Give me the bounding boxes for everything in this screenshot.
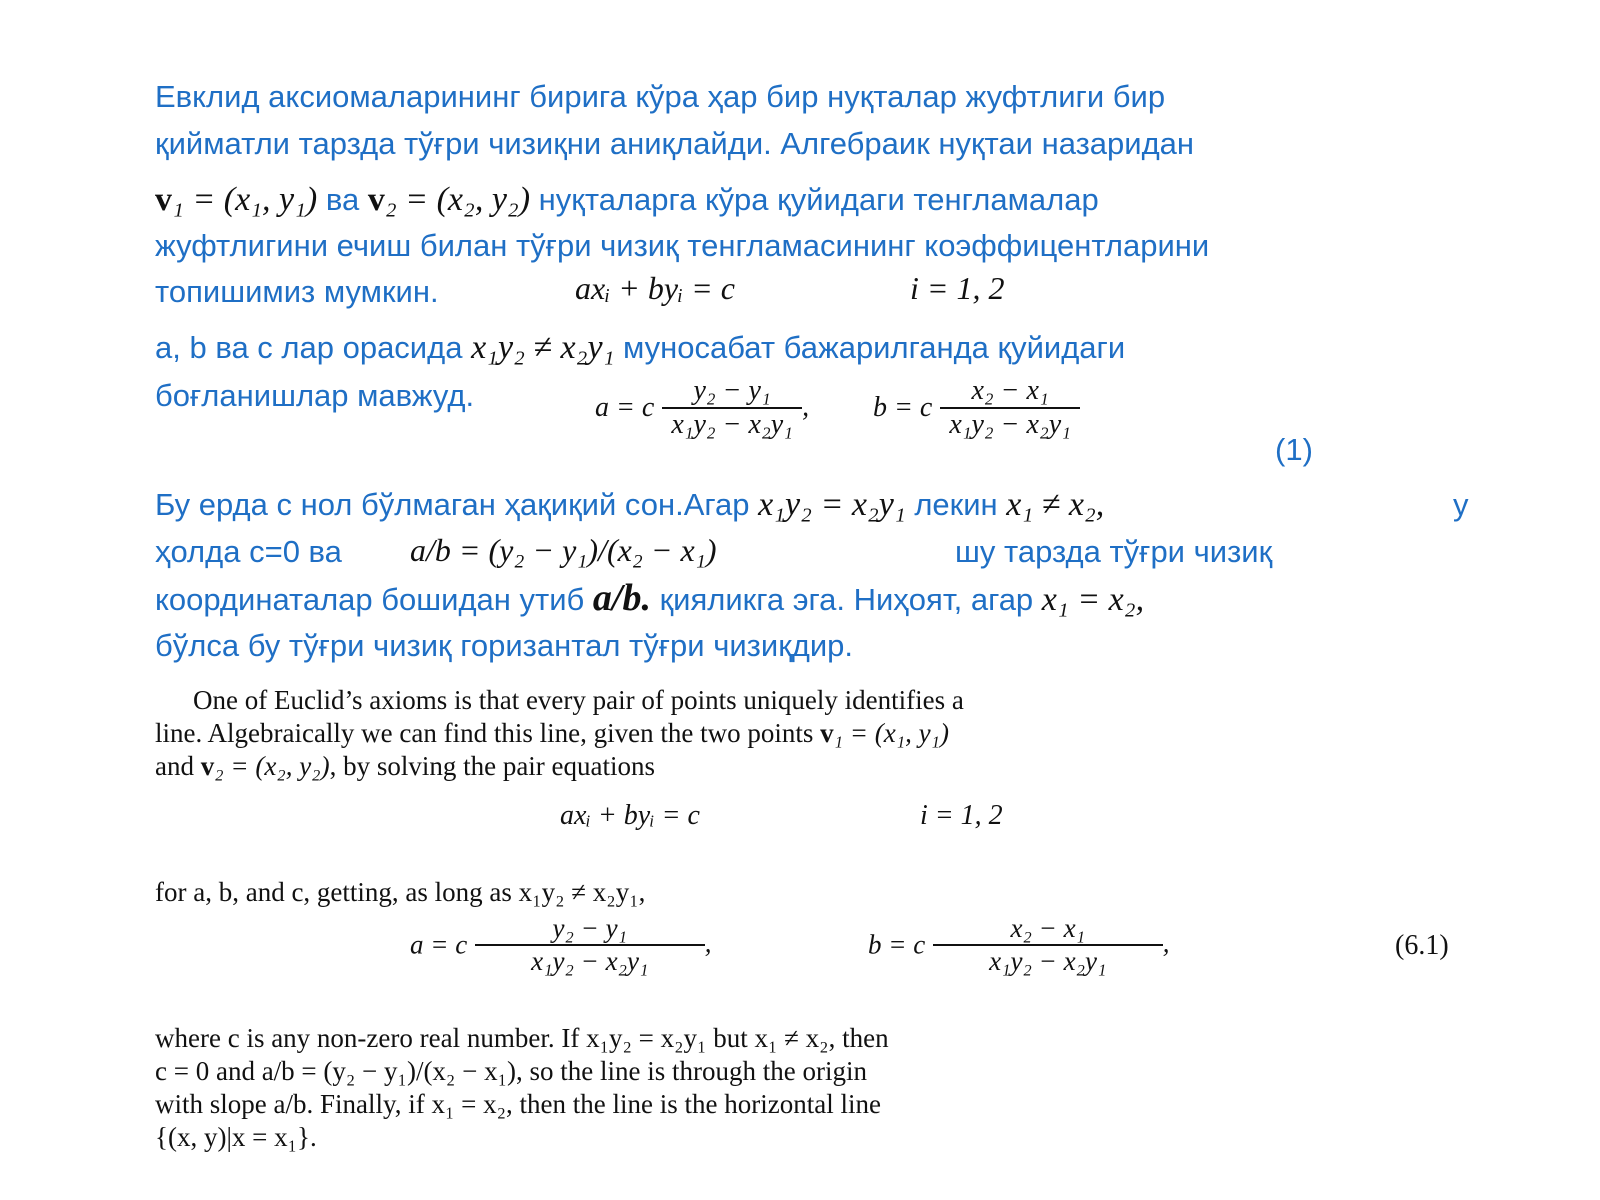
uz-and: ва — [317, 182, 368, 217]
vector-v2: v — [367, 181, 385, 218]
uz-fraction-a-denominator: x₁y₂ − x₂y₁ — [671, 409, 793, 441]
en-para-1-line-3-a: and — [155, 751, 201, 781]
en-pair-equation: axᵢ + byᵢ = c — [560, 800, 700, 831]
en-fraction-b: b = c $\frac{\text{x₂ − x₁}}{\text{x₁y₂ − x₂y₁}}$ , — [868, 913, 1170, 977]
en-para-3-line-4: {(x, y)|x = x₁}. — [155, 1122, 317, 1152]
uz-fraction-b-left: b = c — [873, 392, 933, 424]
en-fraction-a-left: a = c — [410, 929, 468, 960]
uz-fraction-a-body — [662, 375, 802, 441]
uz-line-11: бўлса бу тўғри чизиқ горизантал тўғри чизиқдир. — [155, 628, 854, 663]
uz-fraction-a-numerator: y₂ − y₁ — [662, 375, 802, 409]
en-vector-v2-def: ₂ = (x₂, y₂) — [214, 751, 330, 781]
en-vector-v1: v — [820, 718, 834, 748]
uz-fraction-b-denominator: x₁y₂ − x₂y₁ — [949, 409, 1071, 441]
uz-line-5-text: топишимиз мумкин. — [155, 274, 439, 309]
uz-line-5 — [155, 268, 1505, 315]
uz-line-8-math-2: x₁ ≠ x₂, — [1006, 486, 1105, 523]
uz-line-8-b: лекин — [905, 487, 1007, 522]
uz-line-8-c: у — [1453, 487, 1469, 522]
en-equation-tag: (6.1) — [1395, 930, 1449, 961]
en-fraction-b-denominator: x₁y₂ − x₂y₁ — [989, 946, 1107, 977]
uz-line-10 — [155, 575, 1505, 623]
uz-line-7: боғланишлар мавжуд. — [155, 378, 475, 413]
vector-v1: v — [155, 181, 172, 218]
uz-line-4: жуфтлигини ечиш билан тўғри чизиқ тенгламасининг коэффицентларини — [155, 228, 1210, 263]
vector-v2-def: ₂ = (x₂, y₂) — [384, 181, 531, 218]
en-para-1-line-3-b: , by solving the pair equations — [329, 751, 656, 781]
uz-pair-index: i = 1, 2 — [910, 270, 1005, 306]
en-para-3-line-1: where c is any non-zero real number. If x₁y₂ = x₂y₁ but x₁ ≠ x₂, then — [155, 1023, 889, 1053]
en-para-1-line-2-text: line. Algebraically we can find this line, given the two points — [155, 718, 821, 748]
en-para-1-line-2 — [155, 717, 1485, 750]
uz-line-8 — [155, 481, 1505, 528]
en-vector-v1-def: ₁ = (x₁, y₁) — [833, 718, 949, 748]
uz-line-3-text: нуқталарга кўра қуйидаги тенгламалар — [530, 182, 1099, 217]
en-fraction-a-body — [475, 913, 705, 977]
uz-line-2: қийматли тарзда тўғри чизиқни аниқлайди. Алгебраик нуқтаи назаридан — [155, 126, 1195, 161]
uz-fraction-b — [873, 375, 1080, 441]
en-fraction-b-numerator: x₂ − x₁ — [933, 913, 1163, 946]
uz-fraction-a: a = c $\frac{\text{y₂ − y₁}}{\text{x₁y₂ − x₂y₁}}$ , — [595, 375, 810, 441]
uz-line-9 — [155, 528, 1505, 575]
uz-pair-equation: axᵢ + byᵢ = c — [575, 270, 735, 306]
uz-line-6-math: x₁y₂ ≠ x₂y₁ — [471, 329, 615, 366]
en-para-1-line-3 — [155, 750, 1485, 783]
en-para-1-line-1: One of Euclid’s axioms is that every pair of points uniquely identifies a — [193, 685, 964, 715]
uz-line-6-a: a, b ва c лар орасида — [155, 330, 472, 365]
uz-line-6 — [155, 324, 1505, 371]
en-fraction-a-numerator: y₂ − y₁ — [475, 913, 705, 946]
uz-line-10-math: a/b. — [592, 577, 651, 619]
uz-fraction-a-left: a = c — [595, 392, 655, 424]
uz-line-10-b: қияликга эга. Ниҳоят, агар — [650, 582, 1042, 617]
en-para-3-line-2: c = 0 and a/b = (y₂ − y₁)/(x₂ − x₁), so the line is through the origin — [155, 1056, 867, 1086]
en-para-2: for a, b, and c, getting, as long as x₁y₂ ≠ x₂y₁, — [155, 877, 646, 907]
uz-fraction-b-body — [940, 375, 1080, 441]
en-para-3-line-3: with slope a/b. Finally, if x₁ = x₂, then the line is the horizontal line — [155, 1089, 881, 1119]
uz-line-1: Евклид аксиомаларининг бирига кўра ҳар бир нуқталар жуфтлиги бир — [155, 79, 1166, 114]
en-fraction-a-denominator: x₁y₂ − x₂y₁ — [531, 946, 649, 977]
en-fraction-b-body — [933, 913, 1163, 977]
uz-line-10-a: координаталар бошидан утиб — [155, 582, 593, 617]
vector-v1-def: ₁ = (x₁, y₁) — [172, 181, 318, 218]
uz-line-6-b: муносабат бажарилганда қуйидаги — [614, 330, 1126, 365]
uz-fraction-b-numerator: x₂ − x₁ — [940, 375, 1080, 409]
uz-line-9-b: шу тарзда тўғри чизиқ — [955, 534, 1273, 569]
en-vector-v2: v — [200, 751, 215, 781]
uz-line-9-math: a/b = (y₂ − y₁)/(x₂ − x₁) — [410, 532, 717, 568]
uz-line-8-math-1: x₁y₂ = x₂y₁ — [758, 486, 906, 523]
en-fraction-b-left: b = c — [868, 929, 926, 960]
uz-line-8-a: Бу ерда с нол бўлмаган ҳақиқий сон.Агар — [155, 487, 759, 522]
en-fraction-a: a = c $\frac{\text{y₂ − y₁}}{\text{x₁y₂ − x₂y₁}}$ , — [410, 913, 712, 977]
uz-line-10-math-2: x₁ = x₂, — [1041, 581, 1145, 618]
uz-equation-tag: (1) — [1275, 432, 1313, 467]
uz-line-3 — [155, 176, 1505, 223]
en-pair-index: i = 1, 2 — [920, 800, 1003, 831]
uz-line-9-a: ҳолда c=0 ва — [155, 534, 342, 569]
